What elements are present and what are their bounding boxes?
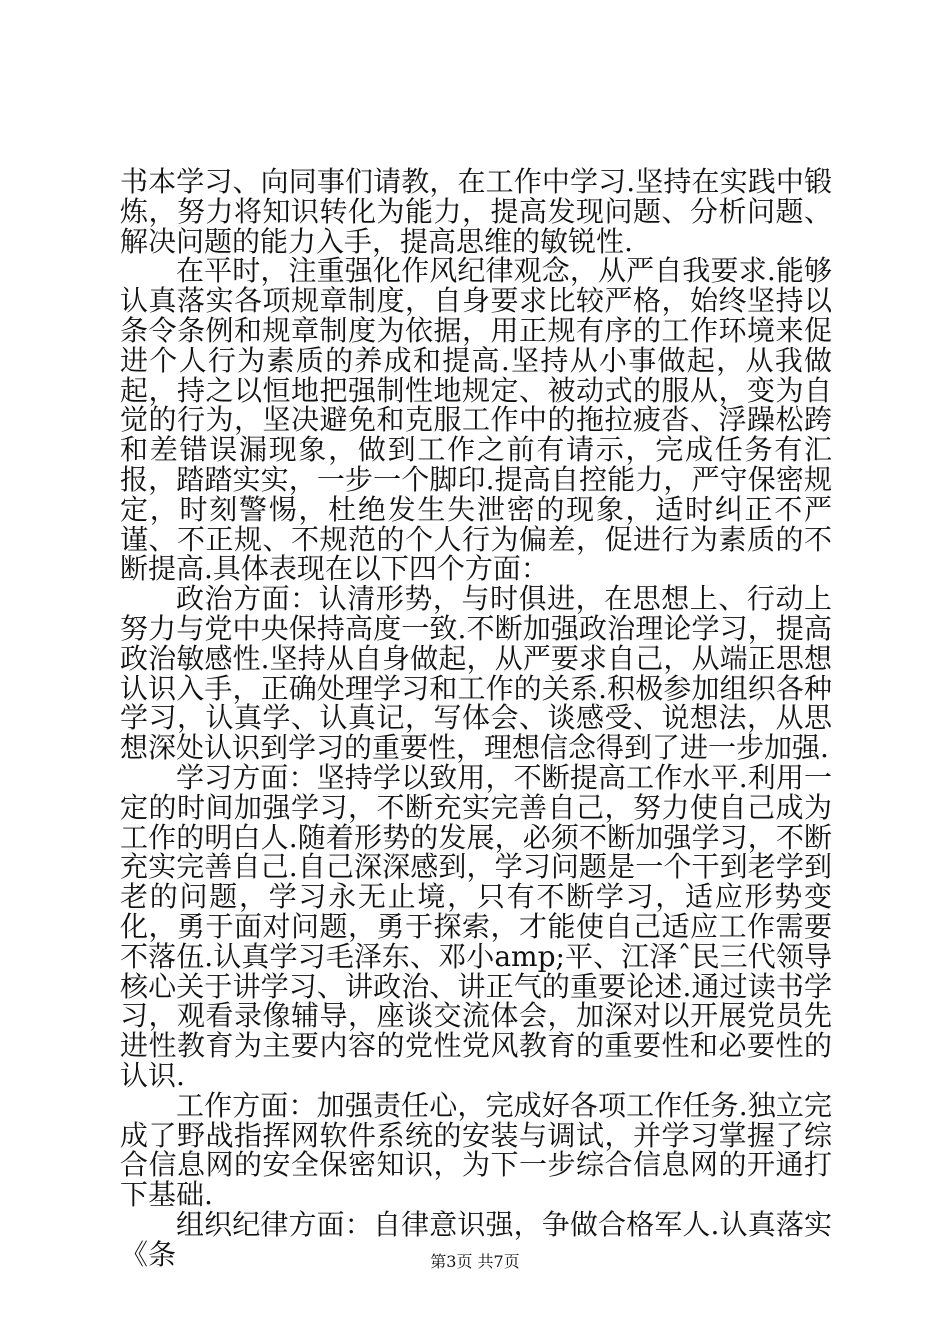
page-number: 第3页 共7页 xyxy=(430,1252,520,1271)
paragraph-study: 学习方面：坚持学以致用，不断提高工作水平.利用一定的时间加强学习，不断充实完善自己，努力使自己成为工作的明白人.随着形势的发展，必须不断加强学习，不断充实完善自己.自己深深感到，学习问题是一个干到老学到老的问题，学习永无止境，只有不断学习，适应形势变化，勇于面对问题，勇于探索，才能使自己适应工作需要不落伍.认真学习毛泽东、邓小amp;平、江泽ˆ民三代领导核心关于讲学习、讲政治、讲正气的重要论述.通过读书学习，观看录像辅导，座谈交流体会，加深对以开展党员先进性教育为主要内容的党性党风教育的重要性和必要性的认识. xyxy=(120,760,832,1092)
paragraph-discipline: 在平时，注重强化作风纪律观念，从严自我要求.能够认真落实各项规章制度，自身要求比较严格，始终坚持以条令条例和规章制度为依据，用正规有序的工作环境来促进个人行为素质的养成和提高.坚持从小事做起，从我做起，持之以恒地把强制性地规定、被动式的服从，变为自觉的行为，坚决避免和克服工作中的拖拉疲沓、浮躁松跨和差错误漏现象，做到工作之前有请示，完成任务有汇报，踏踏实实，一步一个脚印.提高自控能力，严守保密规定，时刻警惕，杜绝发生失泄密的现象，适时纠正不严谨、不正规、不规范的个人行为偏差，促进行为素质的不断提高.具体表现在以下四个方面： xyxy=(120,254,832,586)
paragraph-politics: 政治方面：认清形势，与时俱进，在思想上、行动上努力与党中央保持高度一致.不断加强政治理论学习，提高政治敏感性.坚持从自身做起，从严要求自己，从端正思想认识入手，正确处理学习和工作的关系.积极参加组织各种学习，认真学、认真记，写体会、谈感受、说想法，从思想深处认识到学习的重要性，理想信念得到了进一步加强. xyxy=(120,582,832,765)
document-body xyxy=(120,167,832,1269)
paragraph-continuation: 书本学习、向同事们请教，在工作中学习.坚持在实践中锻炼，努力将知识转化为能力，提高发现问题、分析问题、解决问题的能力入手，提高思维的敏锐性. xyxy=(120,165,832,258)
paragraph-organization: 组织纪律方面：自律意识强，争做合格军人.认真落实《条 xyxy=(120,1207,832,1271)
paragraph-work: 工作方面：加强责任心，完成好各项工作任务.独立完成了野战指挥网软件系统的安装与调试，并学习掌握了综合信息网的安全保密知识，为下一步综合信息网的开通打下基础. xyxy=(120,1088,832,1212)
page-footer xyxy=(0,1252,950,1272)
